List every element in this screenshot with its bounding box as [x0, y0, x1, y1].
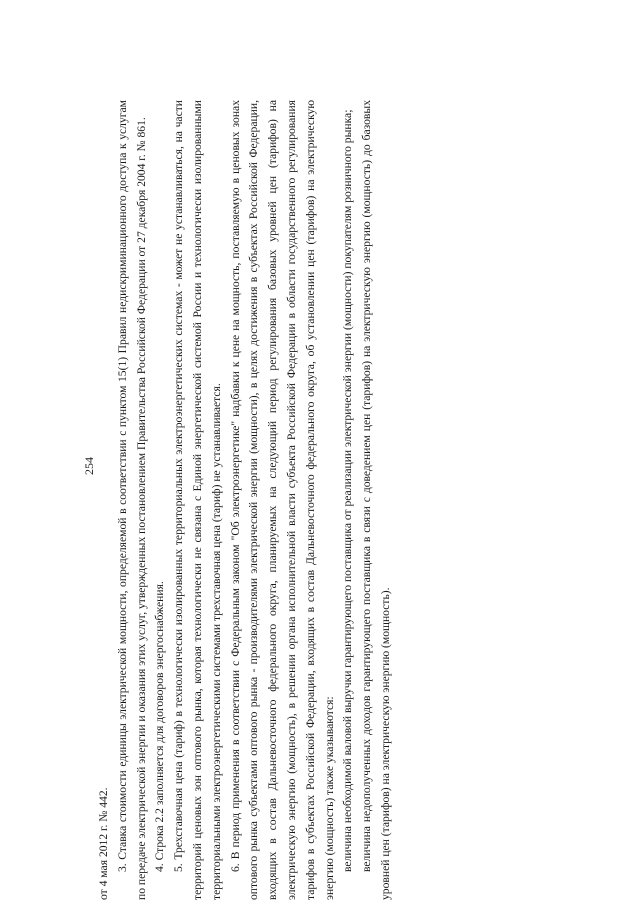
- paragraph-3: 3. Ставка стоимости единицы электрической мощности, определяемой в соответствии с пунктом 15(1) Правил недискриминационного доступа к услугам по передаче электрической энергии и оказания этих услуг, утвержденных постановлением Правительства Российской Федерации от 27 декабря 2004 г. № 861.: [115, 100, 148, 900]
- paragraph-continuation: от 4 мая 2012 г. № 442.: [97, 787, 110, 900]
- paragraph-5: 5. Трехставочная цена (тариф) в технологически изолированных территориальных электроэнергетических системах - может не устанавливаться, на части территорий ценовых зон оптового рынка, которая технологически не связана с Единой энергетической системой России и технологически изолированными территориальными электроэнергетическими системами трехставочная цена (тариф) не устанавливается.: [172, 100, 223, 900]
- paragraph-4: 4. Строка 2.2 заполняется для договоров энергоснабжения.: [153, 581, 167, 872]
- page-number: 254: [82, 457, 96, 475]
- body-text: [95, 100, 396, 900]
- paragraph-lost-income: величина недополученных доходов гарантирующего поставщика в связи с доведением цен (тарифов) на электрическую энергию (мощность) до базовых уровней цен (тарифов) на электрическую энергию (мощность).: [360, 100, 392, 900]
- paragraph-6: 6. В период применения в соответствии с Федеральным законом "Об электроэнергетике" надбавки к цене на мощность, поставляемую в ценовых зонах оптового рынка субъектами оптового рынка - производителями электрической энергии (мощности), в целях достижения в субъектах Российской Федерации, входящих в состав Дальневосточного федерального округа, планируемых на следующий период регулирования базовых уровней цен (тарифов) на электрическую энергию (мощность), в решении органа исполнительной власти субъекта Российской Федерации в области государственного регулирования тарифов в субъектах Российской Федерации, входящих в состав Дальневосточного федерального округа, об установлении цен (тарифов) на электрическую энергию (мощность) также указываются:: [228, 100, 336, 900]
- paragraph-gross-revenue: величина необходимой валовой выручки гарантирующего поставщика от реализации электрической энергии (мощности) покупателям розничного рынка;: [341, 109, 355, 872]
